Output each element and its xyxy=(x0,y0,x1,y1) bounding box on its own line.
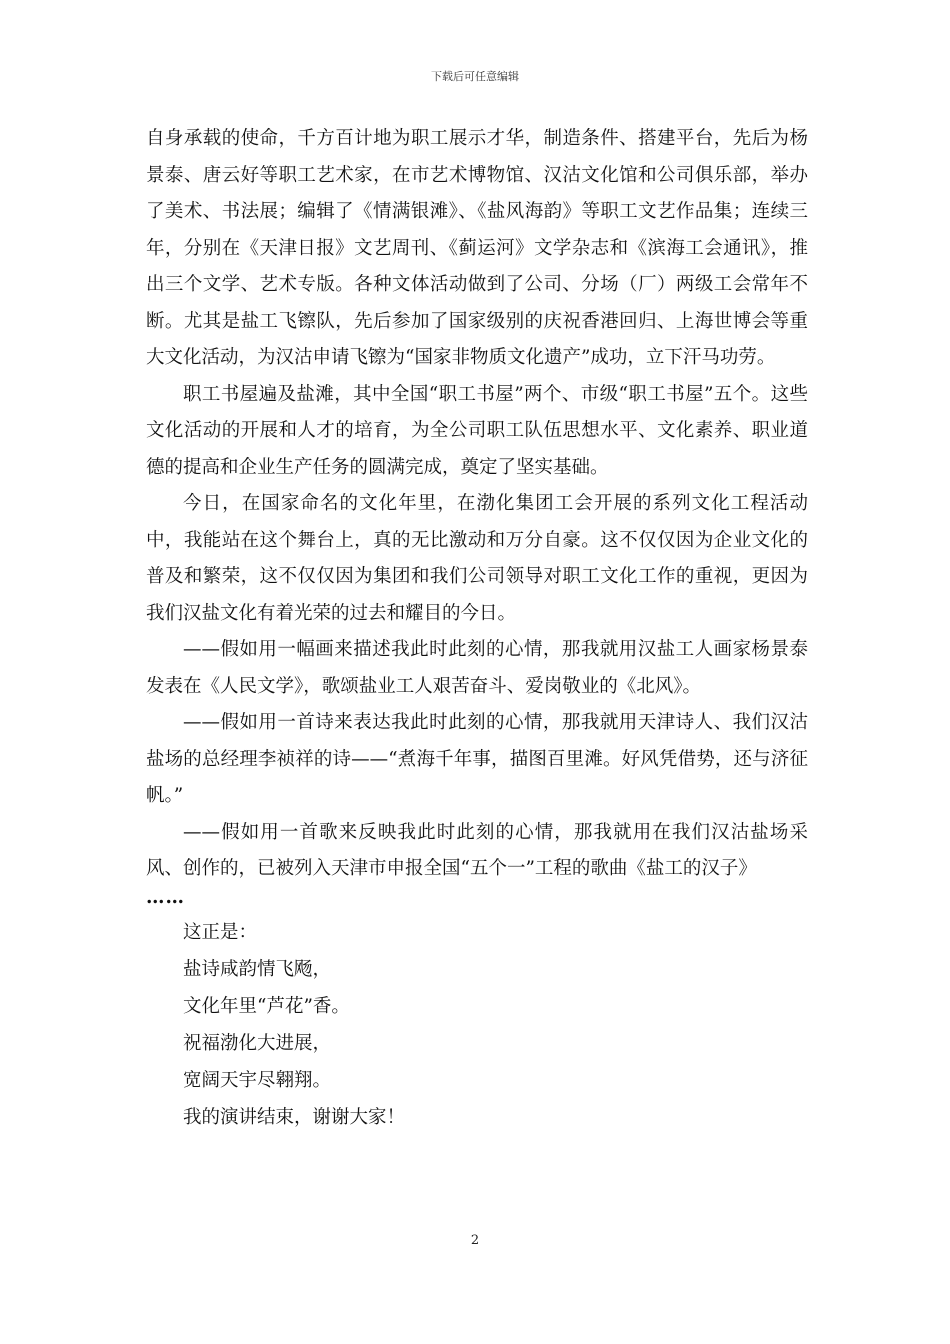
paragraph: ——假如用一首诗来表达我此时此刻的心情，那我就用天津诗人、我们汉沽盐场的总经理李祯祥的诗——“煮海千年事，描图百里滩。好风凭借势，还与济征帆。” xyxy=(146,712,808,806)
closing-line: 我的演讲结束，谢谢大家！ xyxy=(183,1106,406,1128)
poem-line: 祝福渤化大进展， xyxy=(183,1032,332,1054)
document-body xyxy=(146,121,808,1136)
ellipsis: …… xyxy=(146,886,185,908)
poem-line: 宽阔天宇尽翱翔。 xyxy=(183,1069,332,1091)
header-note: 下载后可任意编辑 xyxy=(431,70,519,83)
paragraph: ——假如用一首歌来反映我此时此刻的心情，那我就用在我们汉沽盐场采风、创作的，已被列入天津市申报全国“五个一”工程的歌曲《盐工的汉子》 xyxy=(146,821,808,879)
paragraph: 今日，在国家命名的文化年里，在渤化集团工会开展的系列文化工程活动中，我能站在这个舞台上，真的无比激动和万分自豪。这不仅仅因为企业文化的普及和繁荣，这不仅仅因为集团和我们公司领导对职工文化工作的重视，更因为我们汉盐文化有着光荣的过去和耀目的今日。 xyxy=(146,493,808,624)
paragraph: 职工书屋遍及盐滩，其中全国“职工书屋”两个、市级“职工书屋”五个。这些文化活动的开展和人才的培育，为全公司职工队伍思想水平、文化素养、职业道德的提高和企业生产任务的圆满完成，奠定了坚实基础。 xyxy=(146,383,808,478)
paragraph-continued: 自身承载的使命，千方百计地为职工展示才华，制造条件、搭建平台，先后为杨景泰、唐云好等职工艺术家，在市艺术博物馆、汉沽文化馆和公司俱乐部，举办了美术、书法展；编辑了《情满银滩》、《盐风海韵》等职工文艺作品集；连续三年，分别在《天津日报》文艺周刊、《蓟运河》文学杂志和《滨海工会通讯》，推出三个文学、艺术专版。各种文体活动做到了公司、分场（厂）两级工会常年不断。尤其是盐工飞镲队，先后参加了国家级别的庆祝香港回归、上海世博会等重大文化活动，为汉沽申请飞镲为“国家非物质文化遗产”成功，立下汗马功劳。 xyxy=(146,128,808,368)
page-number: 2 xyxy=(470,1233,480,1248)
poem-line: 这正是： xyxy=(183,921,258,943)
paragraph: ——假如用一幅画来描述我此时此刻的心情，那我就用汉盐工人画家杨景泰发表在《人民文学》，歌颂盐业工人艰苦奋斗、爱岗敬业的《北风》。 xyxy=(146,639,808,697)
poem-line: 文化年里“芦花”香。 xyxy=(183,995,350,1017)
closing-poem xyxy=(146,914,808,1136)
poem-line: 盐诗咸韵情飞飏， xyxy=(183,958,332,980)
